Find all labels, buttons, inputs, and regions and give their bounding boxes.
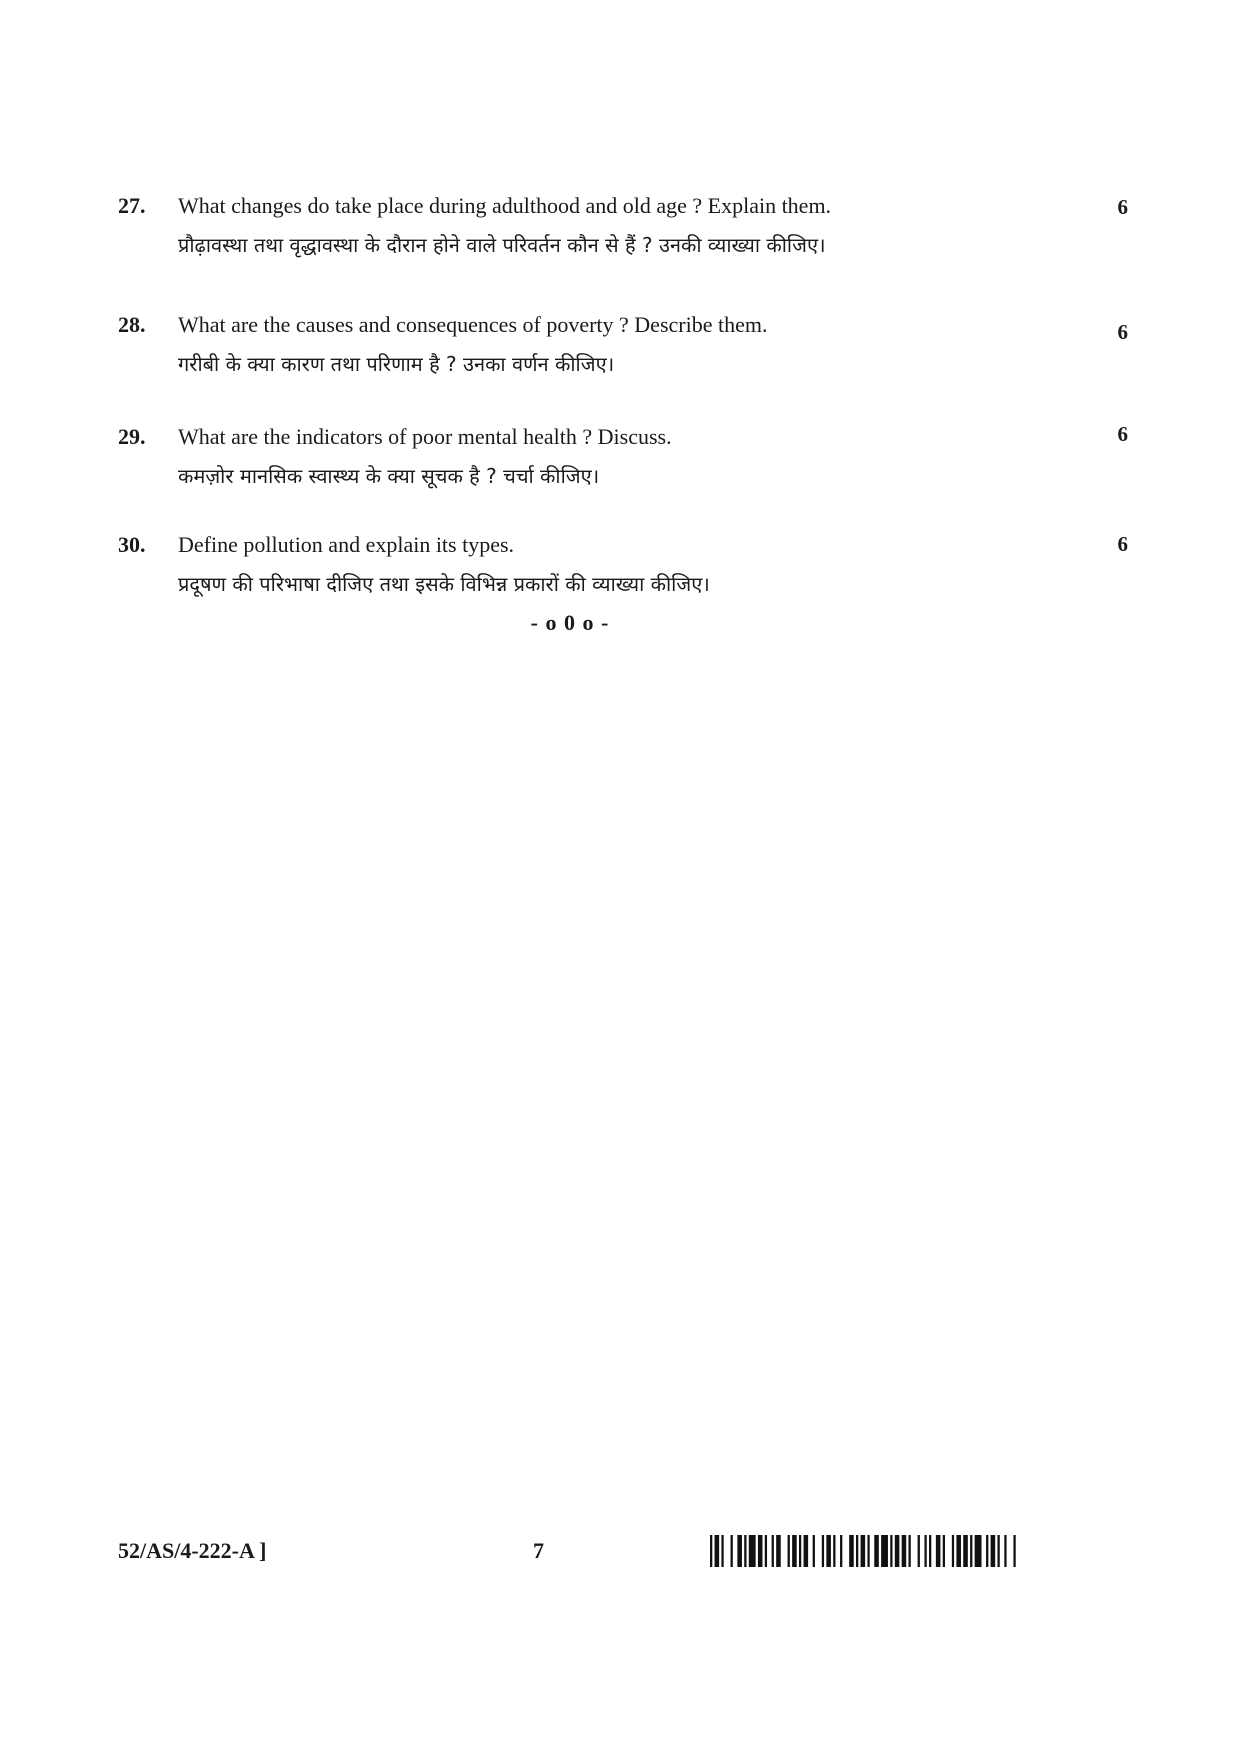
barcode-bar	[721, 1535, 723, 1567]
question-28	[118, 312, 1128, 402]
barcode-bar	[1004, 1535, 1006, 1567]
barcode-bar	[991, 1535, 996, 1567]
barcode-bar	[902, 1535, 907, 1567]
barcode-bar	[929, 1535, 931, 1567]
barcode-bar	[849, 1535, 854, 1567]
barcode-bar	[986, 1535, 988, 1567]
barcode-bar	[908, 1535, 910, 1567]
barcode-bar	[1013, 1535, 1015, 1567]
barcode-bar	[758, 1535, 763, 1567]
barcode-bar	[997, 1535, 999, 1567]
question-text-english: What are the indicators of poor mental health ? Discuss.	[178, 424, 672, 449]
question-number: 27.	[118, 193, 146, 218]
barcode-bar	[956, 1535, 961, 1567]
question-marks: 6	[1117, 422, 1128, 446]
question-marks: 6	[1117, 195, 1128, 219]
question-text-hindi: प्रदूषण की परिभाषा दीजिए तथा इसके विभिन्न प्रकारों की व्याख्या कीजिए।	[178, 572, 710, 596]
barcode-bar	[772, 1535, 774, 1567]
barcode-bar	[963, 1535, 968, 1567]
barcode-bar	[970, 1535, 972, 1567]
barcode-bar	[881, 1535, 888, 1567]
barcode-bar	[813, 1535, 815, 1567]
question-number: 28.	[118, 312, 146, 337]
end-of-paper-mark: - o 0 o -	[530, 610, 610, 635]
question-text-hindi: प्रौढ़ावस्था तथा वृद्धावस्था के दौरान होने वाले परिवर्तन कौन से हैं ? उनकी व्याख्या कीजिए।	[178, 233, 826, 257]
question-30	[118, 532, 1128, 622]
barcode-bar	[943, 1535, 945, 1567]
question-number: 30.	[118, 532, 146, 557]
barcode-bar	[856, 1535, 858, 1567]
barcode-bar	[833, 1535, 835, 1567]
barcode-icon	[710, 1535, 1018, 1567]
barcode-bar	[936, 1535, 941, 1567]
barcode-bar	[804, 1535, 809, 1567]
question-27	[118, 193, 1128, 283]
barcode-bar	[826, 1535, 831, 1567]
barcode-bar	[840, 1535, 842, 1567]
question-text-hindi: कमज़ोर मानसिक स्वास्थ्य के क्या सूचक है ? चर्चा कीजिए।	[178, 464, 600, 488]
question-text-hindi: गरीबी के क्या कारण तथा परिणाम है ? उनका वर्णन कीजिए।	[178, 352, 615, 376]
page-number: 7	[533, 1538, 544, 1563]
barcode-bar	[895, 1535, 900, 1567]
barcode-bar	[861, 1535, 866, 1567]
barcode-bar	[924, 1535, 926, 1567]
barcode-bar	[975, 1535, 982, 1567]
barcode-bar	[788, 1535, 790, 1567]
barcode-bar	[890, 1535, 892, 1567]
barcode-bar	[776, 1535, 781, 1567]
barcode-bar	[822, 1535, 824, 1567]
barcode-bar	[715, 1535, 720, 1567]
question-number: 29.	[118, 424, 146, 449]
barcode-bar	[867, 1535, 869, 1567]
barcode-bar	[874, 1535, 879, 1567]
barcode-bar	[765, 1535, 767, 1567]
barcode-bar	[737, 1535, 742, 1567]
barcode-bar	[744, 1535, 746, 1567]
barcode-bar	[918, 1535, 920, 1567]
question-text-english: What are the causes and consequences of poverty ? Describe them.	[178, 312, 768, 337]
barcode-bar	[749, 1535, 756, 1567]
question-text-english: What changes do take place during adulthood and old age ? Explain them.	[178, 193, 832, 218]
question-marks: 6	[1117, 320, 1128, 344]
paper-code: 52/AS/4-222-A ]	[118, 1538, 267, 1563]
barcode-bar	[952, 1535, 954, 1567]
question-text-english: Define pollution and explain its types.	[178, 532, 515, 557]
barcode-bar	[799, 1535, 801, 1567]
barcode-bar	[710, 1535, 712, 1567]
barcode-bar	[731, 1535, 733, 1567]
question-marks: 6	[1117, 532, 1128, 556]
barcode-bar	[792, 1535, 797, 1567]
question-29	[118, 424, 1128, 514]
